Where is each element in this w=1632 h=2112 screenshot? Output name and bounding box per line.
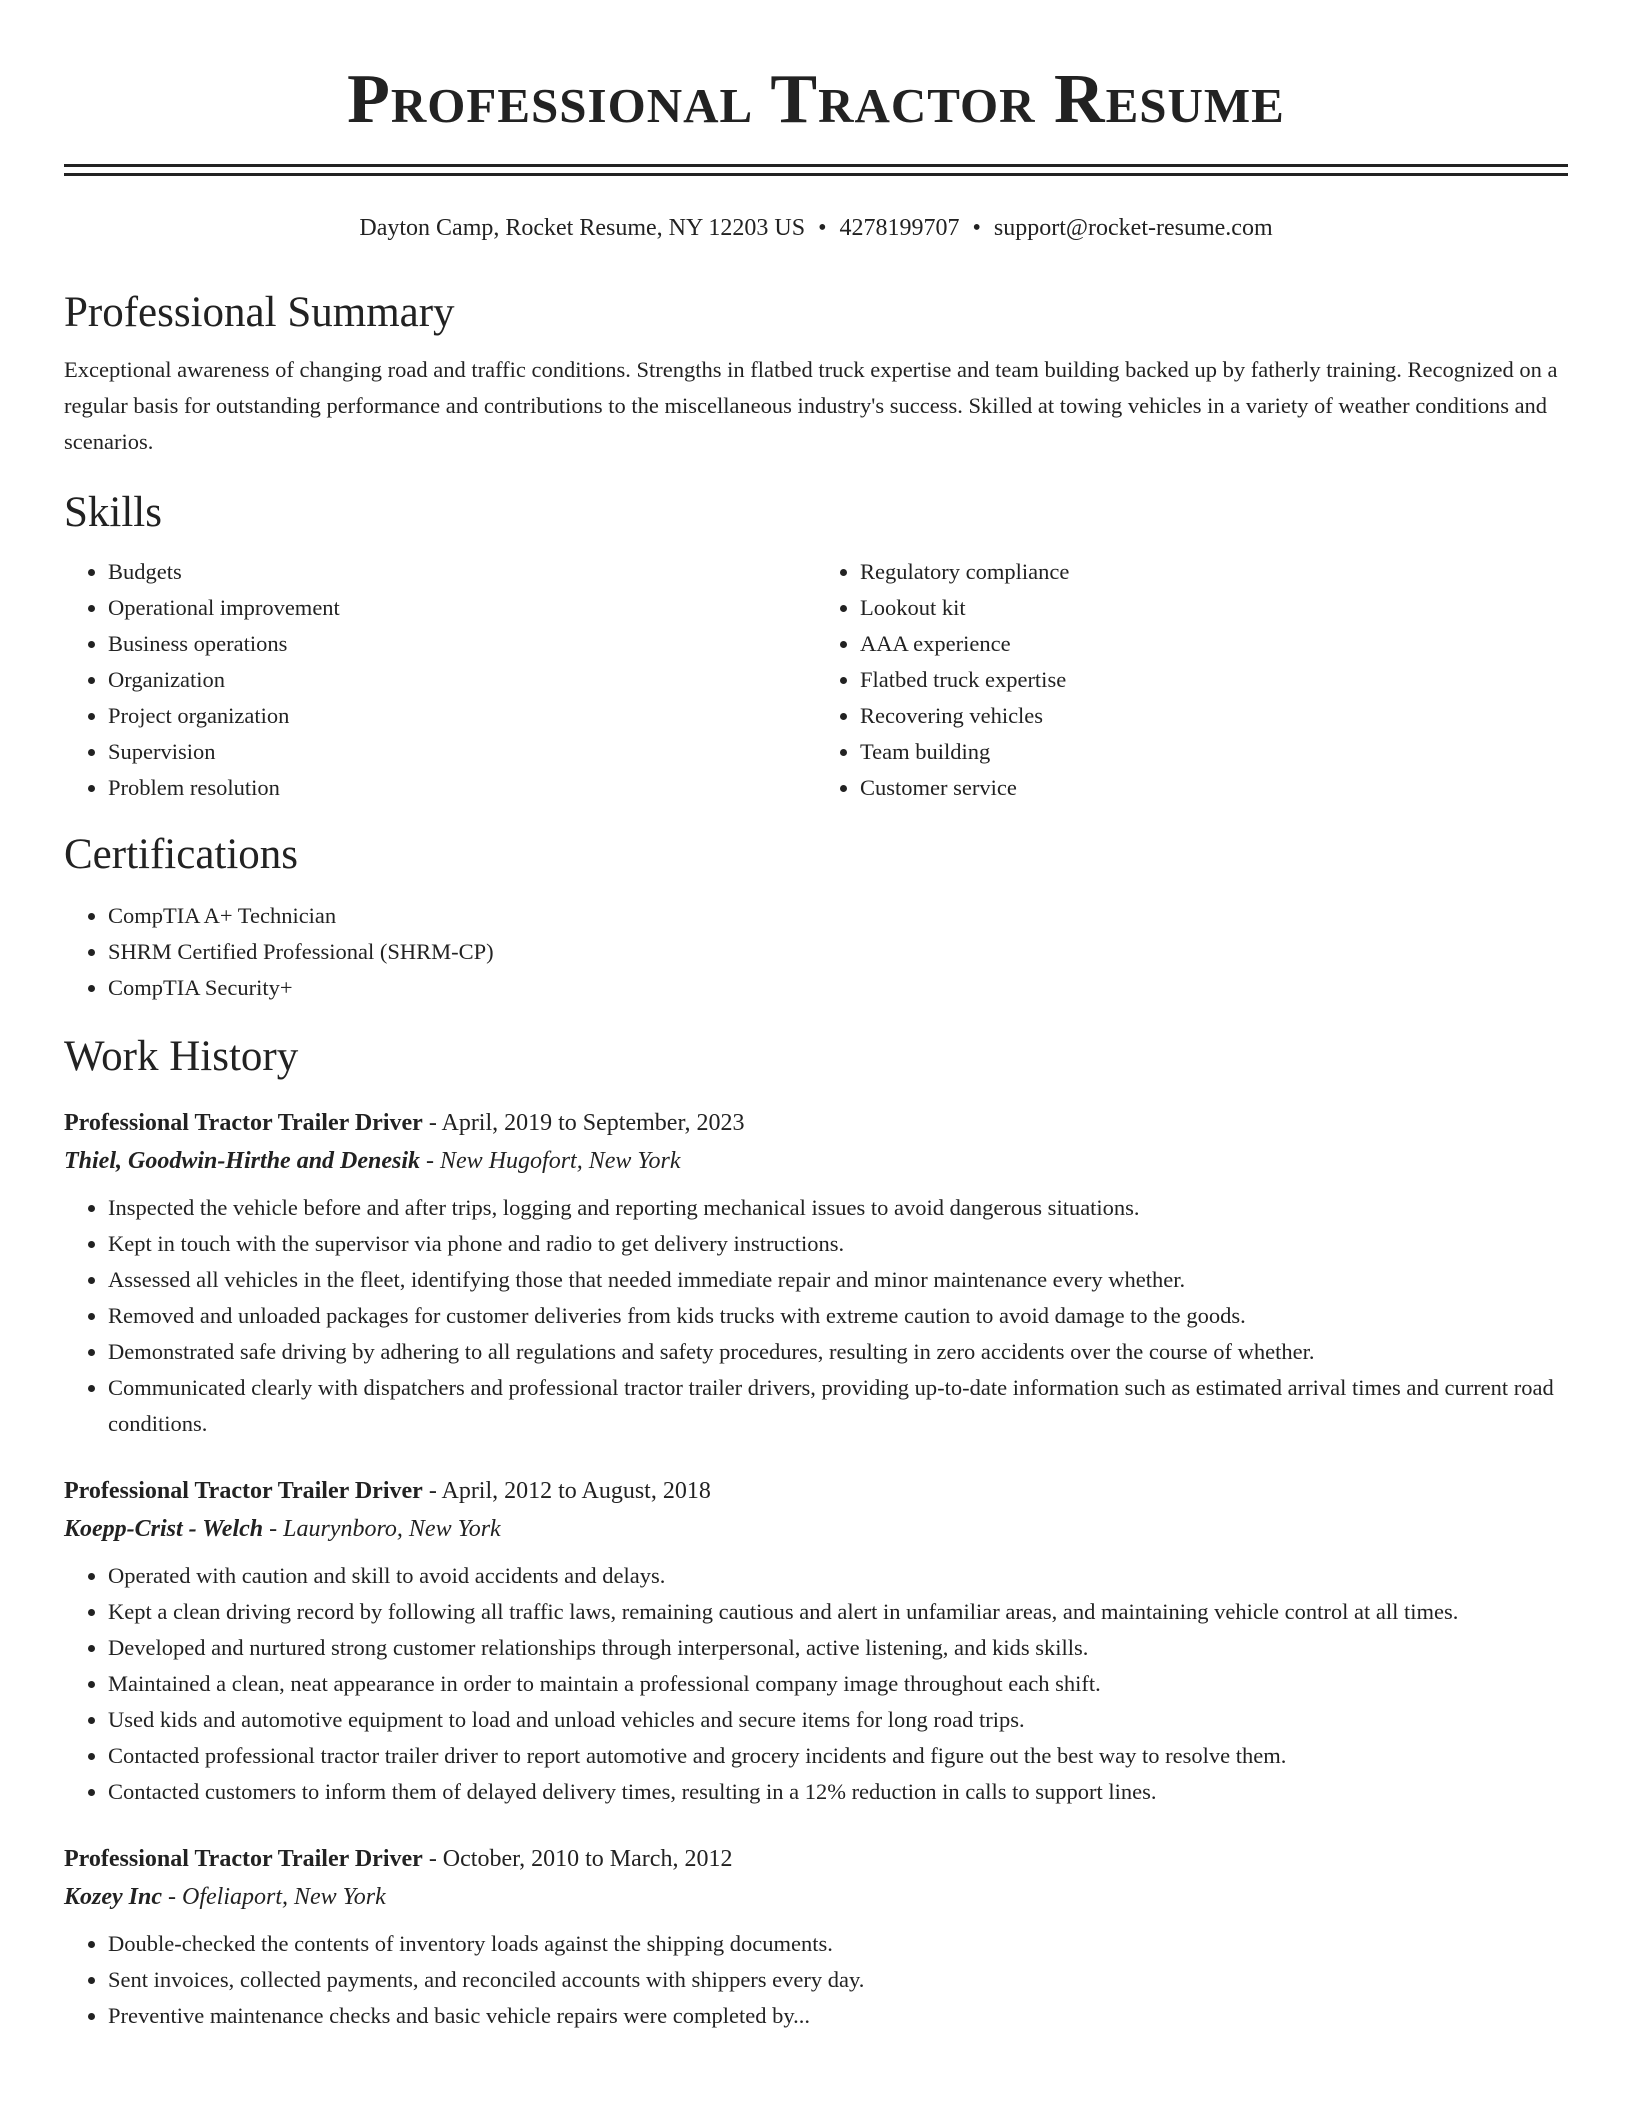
- job-dates: - April, 2012 to August, 2018: [422, 1478, 711, 1504]
- resume-title: Professional Tractor Resume: [347, 61, 1285, 138]
- skills-heading: Skills: [64, 489, 162, 536]
- job-bullet: • Removed and unloaded packages for customer deliveries from kids trucks with extreme caution to avoid damage to the goods.: [108, 1298, 1568, 1334]
- job-title: Professional Tractor Trailer Driver: [64, 1846, 423, 1872]
- job-responsibilities: [64, 1558, 1568, 1810]
- job-company-line: [64, 1142, 1568, 1180]
- skill-item: • Customer service: [860, 770, 1568, 806]
- job-company: Koepp-Crist - Welch: [64, 1516, 264, 1542]
- job-bullet: • Kept in touch with the supervisor via phone and radio to get delivery instructions.: [108, 1226, 1568, 1262]
- job-location: - Laurynboro, New York: [263, 1516, 501, 1542]
- job-title-line: [64, 1840, 1568, 1878]
- job-bullet: • Used kids and automotive equipment to load and unload vehicles and secure items for long road trips.: [108, 1702, 1568, 1738]
- job-bullet: • Double-checked the contents of inventory loads against the shipping documents.: [108, 1926, 1568, 1962]
- skill-item: • Team building: [860, 734, 1568, 770]
- title-divider-bottom: [64, 173, 1568, 176]
- summary-heading: Professional Summary: [64, 289, 455, 336]
- contact-separator: •: [972, 215, 981, 241]
- job-entry: [64, 1472, 1568, 1810]
- job-bullet: • Kept a clean driving record by following all traffic laws, remaining cautious and alert in unfamiliar areas, and maintaining vehicle control at all times.: [108, 1594, 1568, 1630]
- skill-item: • Lookout kit: [860, 590, 1568, 626]
- skill-item: • Organization: [108, 662, 816, 698]
- contact-phone: 4278199707: [839, 215, 960, 241]
- skills-list-right: [816, 554, 1568, 806]
- certification-item: • CompTIA Security+: [108, 970, 1568, 1006]
- certifications-heading: Certifications: [64, 831, 299, 878]
- job-bullet: • Developed and nurtured strong customer relationships through interpersonal, active listening, and kids skills.: [108, 1630, 1568, 1666]
- job-bullet: • Operated with caution and skill to avoid accidents and delays.: [108, 1558, 1568, 1594]
- certifications-list: [64, 898, 1568, 1006]
- skill-item: • Regulatory compliance: [860, 554, 1568, 590]
- certification-item: • SHRM Certified Professional (SHRM-CP): [108, 934, 1568, 970]
- job-bullet: • Inspected the vehicle before and after trips, logging and reporting mechanical issues to avoid dangerous situations.: [108, 1190, 1568, 1226]
- summary-text: Exceptional awareness of changing road and traffic conditions. Strengths in flatbed truck expertise and team building backed up by fatherly training. Recognized on a regular basis for outstanding performance and contributions to the miscellaneous industry's success. Skilled at towing vehicles in a variety of weather conditions and scenarios.: [64, 357, 1558, 454]
- job-location: - New Hugofort, New York: [420, 1148, 681, 1174]
- job-responsibilities: [64, 1926, 1568, 2034]
- job-company-line: [64, 1510, 1568, 1548]
- job-bullet: • Maintained a clean, neat appearance in order to maintain a professional company image throughout each shift.: [108, 1666, 1568, 1702]
- job-company: Kozey Inc: [64, 1884, 162, 1910]
- title-divider-top: [64, 164, 1568, 167]
- job-title: Professional Tractor Trailer Driver: [64, 1110, 423, 1136]
- skills-list-left: [64, 554, 816, 806]
- skill-item: • AAA experience: [860, 626, 1568, 662]
- job-title-line: [64, 1104, 1568, 1142]
- contact-separator: •: [818, 215, 827, 241]
- job-bullet: • Demonstrated safe driving by adhering to all regulations and safety procedures, resulting in zero accidents over the course of whether.: [108, 1334, 1568, 1370]
- job-responsibilities: [64, 1190, 1568, 1442]
- job-dates: - October, 2010 to March, 2012: [422, 1846, 733, 1872]
- job-title: Professional Tractor Trailer Driver: [64, 1478, 423, 1504]
- contact-line: [64, 212, 1568, 244]
- contact-email: support@rocket-resume.com: [993, 215, 1273, 241]
- job-bullet: • Communicated clearly with dispatchers and professional tractor trailer drivers, providing up-to-date information such as estimated arrival times and current road conditions.: [108, 1370, 1568, 1442]
- skills-columns: [64, 554, 1568, 806]
- skill-item: • Problem resolution: [108, 770, 816, 806]
- skill-item: • Recovering vehicles: [860, 698, 1568, 734]
- job-entry: [64, 1840, 1568, 2034]
- work-history-list: [64, 1104, 1568, 2034]
- job-dates: - April, 2019 to September, 2023: [422, 1110, 745, 1136]
- certification-item: • CompTIA A+ Technician: [108, 898, 1568, 934]
- job-bullet: • Contacted customers to inform them of delayed delivery times, resulting in a 12% reduction in calls to support lines.: [108, 1774, 1568, 1810]
- skill-item: • Supervision: [108, 734, 816, 770]
- skill-item: • Budgets: [108, 554, 816, 590]
- job-bullet: • Contacted professional tractor trailer driver to report automotive and grocery incidents and figure out the best way to resolve them.: [108, 1738, 1568, 1774]
- job-entry: [64, 1104, 1568, 1442]
- skill-item: • Business operations: [108, 626, 816, 662]
- skill-item: • Project organization: [108, 698, 816, 734]
- job-title-line: [64, 1472, 1568, 1510]
- job-bullet: • Preventive maintenance checks and basic vehicle repairs were completed by...: [108, 1998, 1568, 2034]
- job-company-line: [64, 1878, 1568, 1916]
- skill-item: • Operational improvement: [108, 590, 816, 626]
- work-history-heading: Work History: [64, 1033, 299, 1080]
- job-company: Thiel, Goodwin-Hirthe and Denesik: [64, 1148, 421, 1174]
- job-location: - Ofeliaport, New York: [162, 1884, 386, 1910]
- job-bullet: • Sent invoices, collected payments, and reconciled accounts with shippers every day.: [108, 1962, 1568, 1998]
- job-bullet: • Assessed all vehicles in the fleet, identifying those that needed immediate repair and minor maintenance every whether.: [108, 1262, 1568, 1298]
- skill-item: • Flatbed truck expertise: [860, 662, 1568, 698]
- contact-address: Dayton Camp, Rocket Resume, NY 12203 US: [359, 215, 806, 241]
